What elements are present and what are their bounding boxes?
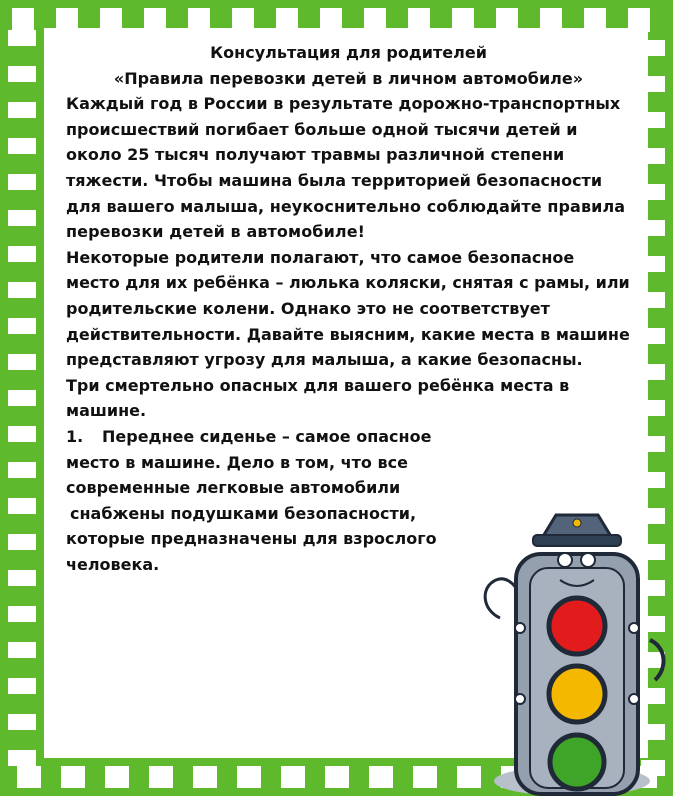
border-notch [193, 766, 217, 788]
border-notch [237, 766, 261, 788]
list-item-line: Переднее сиденье – самое опасное [102, 426, 432, 446]
border-notch [8, 714, 36, 730]
border-notch [8, 318, 36, 334]
border-notch [8, 138, 36, 154]
border-notch [12, 8, 34, 32]
border-notch [8, 102, 36, 118]
border-notch [8, 750, 36, 766]
border-notch [281, 766, 305, 788]
list-item-front-seat [66, 424, 478, 578]
paragraph-statistics-emphasis: неукоснительно соблюдайте правила перевозки детей в автомобиле! [66, 196, 626, 242]
list-item-line: человека. [66, 554, 160, 574]
border-notch [8, 426, 36, 442]
document-subtitle: «Правила перевозки детей в личном автомобиле» [113, 68, 584, 88]
border-notch [61, 766, 85, 788]
border-notch [8, 174, 36, 190]
border-notch [8, 210, 36, 226]
border-notch [8, 66, 36, 82]
paragraph-statistics-text: Каждый год в России в результате дорожно-транспортных происшествий погибает больше одной тысячи детей и около 25 тысяч получают травмы различной степени тяжести. Чтобы машина была территорией безопасности для вашего малыша, [66, 94, 621, 216]
paragraph-dangerous-places: Три смертельно опасных для вашего ребёнка места в машине. [66, 375, 570, 421]
list-item-number: 1. [66, 426, 84, 446]
border-notch [8, 390, 36, 406]
border-notch [8, 642, 36, 658]
border-notch [105, 766, 129, 788]
border-notch [8, 534, 36, 550]
document-title: Консультация для родителей [210, 43, 487, 62]
list-item-line: современные легковые автомобили [66, 478, 401, 498]
list-item-line: которые предназначены для взрослого [66, 529, 437, 549]
border-notch [325, 766, 349, 788]
paragraph-unsafe-places: Некоторые родители полагают, что самое безопасное место для их ребёнка – люлька коляски, снятая с рамы, или родительские колени. Однако это не соответствует действительности. Давайте выясним, какие места в машине представляют угрозу для малыша, а какие безопасны. [66, 247, 630, 370]
border-notch [413, 766, 437, 788]
list-item-line: снабжены подушками безопасности, [70, 503, 417, 523]
border-notch [8, 462, 36, 478]
border-notch [8, 498, 36, 514]
border-notch [8, 246, 36, 262]
border-notch [8, 354, 36, 370]
yellow-light-icon [549, 666, 605, 722]
border-notch [8, 678, 36, 694]
border-notch [17, 766, 41, 788]
traffic-light-character-icon [472, 510, 673, 796]
border-notch [8, 606, 36, 622]
border-notch [369, 766, 393, 788]
border-notch [8, 282, 36, 298]
border-notch [8, 30, 36, 46]
document-body [66, 40, 631, 577]
green-light-icon [550, 735, 604, 789]
border-notch [149, 766, 173, 788]
list-item-line: место в машине. Дело в том, что все [66, 452, 408, 472]
paragraph-statistics [66, 91, 631, 245]
border-notch [8, 570, 36, 586]
red-light-icon [549, 598, 605, 654]
